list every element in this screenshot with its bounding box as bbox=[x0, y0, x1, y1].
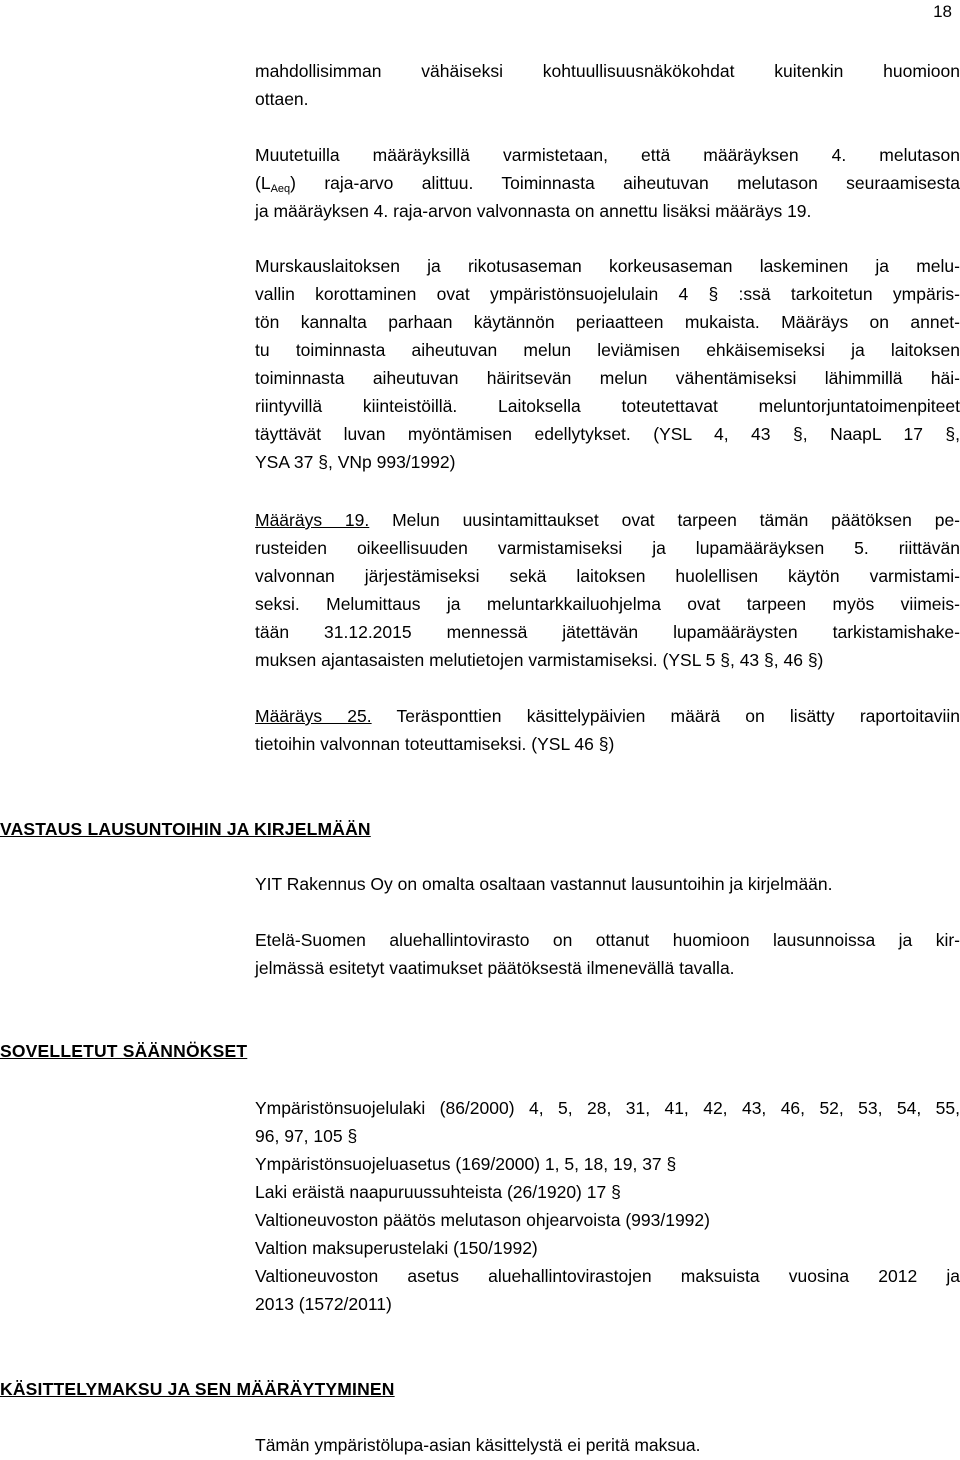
paragraph-mod4 bbox=[255, 141, 960, 225]
heading-response: VASTAUS LAUSUNTOIHIN JA KIRJELMÄÄN bbox=[0, 819, 371, 839]
heading-regulations: SOVELLETUT SÄÄNNÖKSET bbox=[0, 1041, 248, 1061]
text-line: YIT Rakennus Oy on omalta osaltaan vastannut lausuntoihin ja kirjelmään. bbox=[255, 874, 833, 894]
text-line: muksen ajantasaisten melutietojen varmistamiseksi. (YSL 5 §, 43 §, 46 §) bbox=[255, 650, 824, 670]
heading-fee: KÄSITTELYMAKSU JA SEN MÄÄRÄYTYMINEN bbox=[0, 1379, 395, 1399]
list-item: Ympäristönsuojelulaki (86/2000) 4, 5, 28, 31, 41, 42, 43, 46, 52, 53, 54, 55, bbox=[255, 1098, 960, 1118]
fee-paragraph bbox=[255, 1431, 960, 1459]
text-line: rusteiden oikeellisuuden varmistamiseksi ja lupamääräyksen 5. riittävän bbox=[255, 538, 960, 558]
text-line: riintyvillä kiinteistöillä. Laitoksella toteutettavat meluntorjuntatoimenpiteet bbox=[255, 396, 960, 416]
text-line: Murskauslaitoksen ja rikotusaseman korkeusaseman laskeminen ja melu- bbox=[255, 256, 960, 276]
text-line: YSA 37 §, VNp 993/1992) bbox=[255, 452, 456, 472]
paragraph-regulation-25 bbox=[255, 702, 960, 758]
text-line: toiminnasta aiheutuvan häiritsevän melun vähentämiseksi lähimmillä häi- bbox=[255, 368, 960, 388]
text-span: Teräsponttien käsittelypäivien määrä on lisätty raportoitaviin bbox=[371, 706, 960, 726]
paragraph-crusher bbox=[255, 252, 960, 476]
text-line: Muutetuilla määräyksillä varmistetaan, että määräyksen 4. melutason bbox=[255, 145, 960, 165]
regulation-25-label: Määräys 25. bbox=[255, 706, 372, 726]
aeq-subscript: Aeq bbox=[270, 183, 291, 195]
text-line: vallin korottaminen ovat ympäristönsuojelulain 4 § :ssä tarkoitetun ympäris- bbox=[255, 284, 960, 304]
regulation-19-label: Määräys 19. bbox=[255, 510, 370, 530]
text-line: seksi. Melumittaus ja meluntarkkailuohjelma ovat tarpeen myös viimeis- bbox=[255, 594, 960, 614]
text-line: mahdollisimman vähäiseksi kohtuullisuusnäkökohdat kuitenkin huomioon bbox=[255, 61, 960, 81]
text-span: Melun uusintamittaukset ovat tarpeen tämän päätöksen pe- bbox=[369, 510, 960, 530]
text-line: valvonnan järjestämiseksi sekä laitoksen huolellisen käytön varmistami- bbox=[255, 566, 960, 586]
list-item: 96, 97, 105 § bbox=[255, 1126, 358, 1146]
text-line: Tämän ympäristölupa-asian käsittelystä ei peritä maksua. bbox=[255, 1435, 701, 1455]
l-symbol: (L bbox=[255, 173, 271, 193]
text-line bbox=[255, 169, 960, 197]
page-number: 18 bbox=[933, 2, 952, 21]
list-item: Laki eräistä naapuruussuhteista (26/1920) 17 § bbox=[255, 1182, 621, 1202]
text-line: tietoihin valvonnan toteuttamiseksi. (YSL 46 §) bbox=[255, 734, 615, 754]
response-paragraph-2 bbox=[255, 926, 960, 982]
text-line bbox=[255, 506, 960, 534]
list-item: Valtioneuvoston päätös melutason ohjearvoista (993/1992) bbox=[255, 1210, 710, 1230]
text-span: ) raja-arvo alittuu. Toiminnasta aiheutuvan melutason seuraamisesta bbox=[290, 173, 960, 193]
text-line: tön kannalta parhaan käytännön periaatteen mukaista. Määräys on annet- bbox=[255, 312, 960, 332]
list-item: Valtion maksuperustelaki (150/1992) bbox=[255, 1238, 538, 1258]
text-line: ja määräyksen 4. raja-arvon valvonnasta on annettu lisäksi määräys 19. bbox=[255, 201, 812, 221]
text-line: ottaen. bbox=[255, 89, 309, 109]
regulations-list bbox=[255, 1094, 960, 1318]
list-item: 2013 (1572/2011) bbox=[255, 1294, 392, 1314]
intro-paragraph bbox=[255, 57, 960, 113]
text-line: täyttävät luvan myöntämisen edellytykset. (YSL 4, 43 §, NaapL 17 §, bbox=[255, 424, 960, 444]
text-line: tu toiminnasta aiheutuvan melun leviämisen ehkäisemiseksi ja laitoksen bbox=[255, 340, 960, 360]
list-item: Valtioneuvoston asetus aluehallintovirastojen maksuista vuosina 2012 ja bbox=[255, 1266, 960, 1286]
text-line: jelmässä esitetyt vaatimukset päätöksestä ilmenevällä tavalla. bbox=[255, 958, 735, 978]
text-line bbox=[255, 702, 960, 730]
paragraph-regulation-19 bbox=[255, 506, 960, 674]
text-line: Etelä-Suomen aluehallintovirasto on ottanut huomioon lausunnoissa ja kir- bbox=[255, 930, 960, 950]
list-item: Ympäristönsuojeluasetus (169/2000) 1, 5, 18, 19, 37 § bbox=[255, 1154, 677, 1174]
text-line: tään 31.12.2015 mennessä jätettävän lupamääräysten tarkistamishake- bbox=[255, 622, 960, 642]
response-paragraph-1 bbox=[255, 870, 960, 898]
